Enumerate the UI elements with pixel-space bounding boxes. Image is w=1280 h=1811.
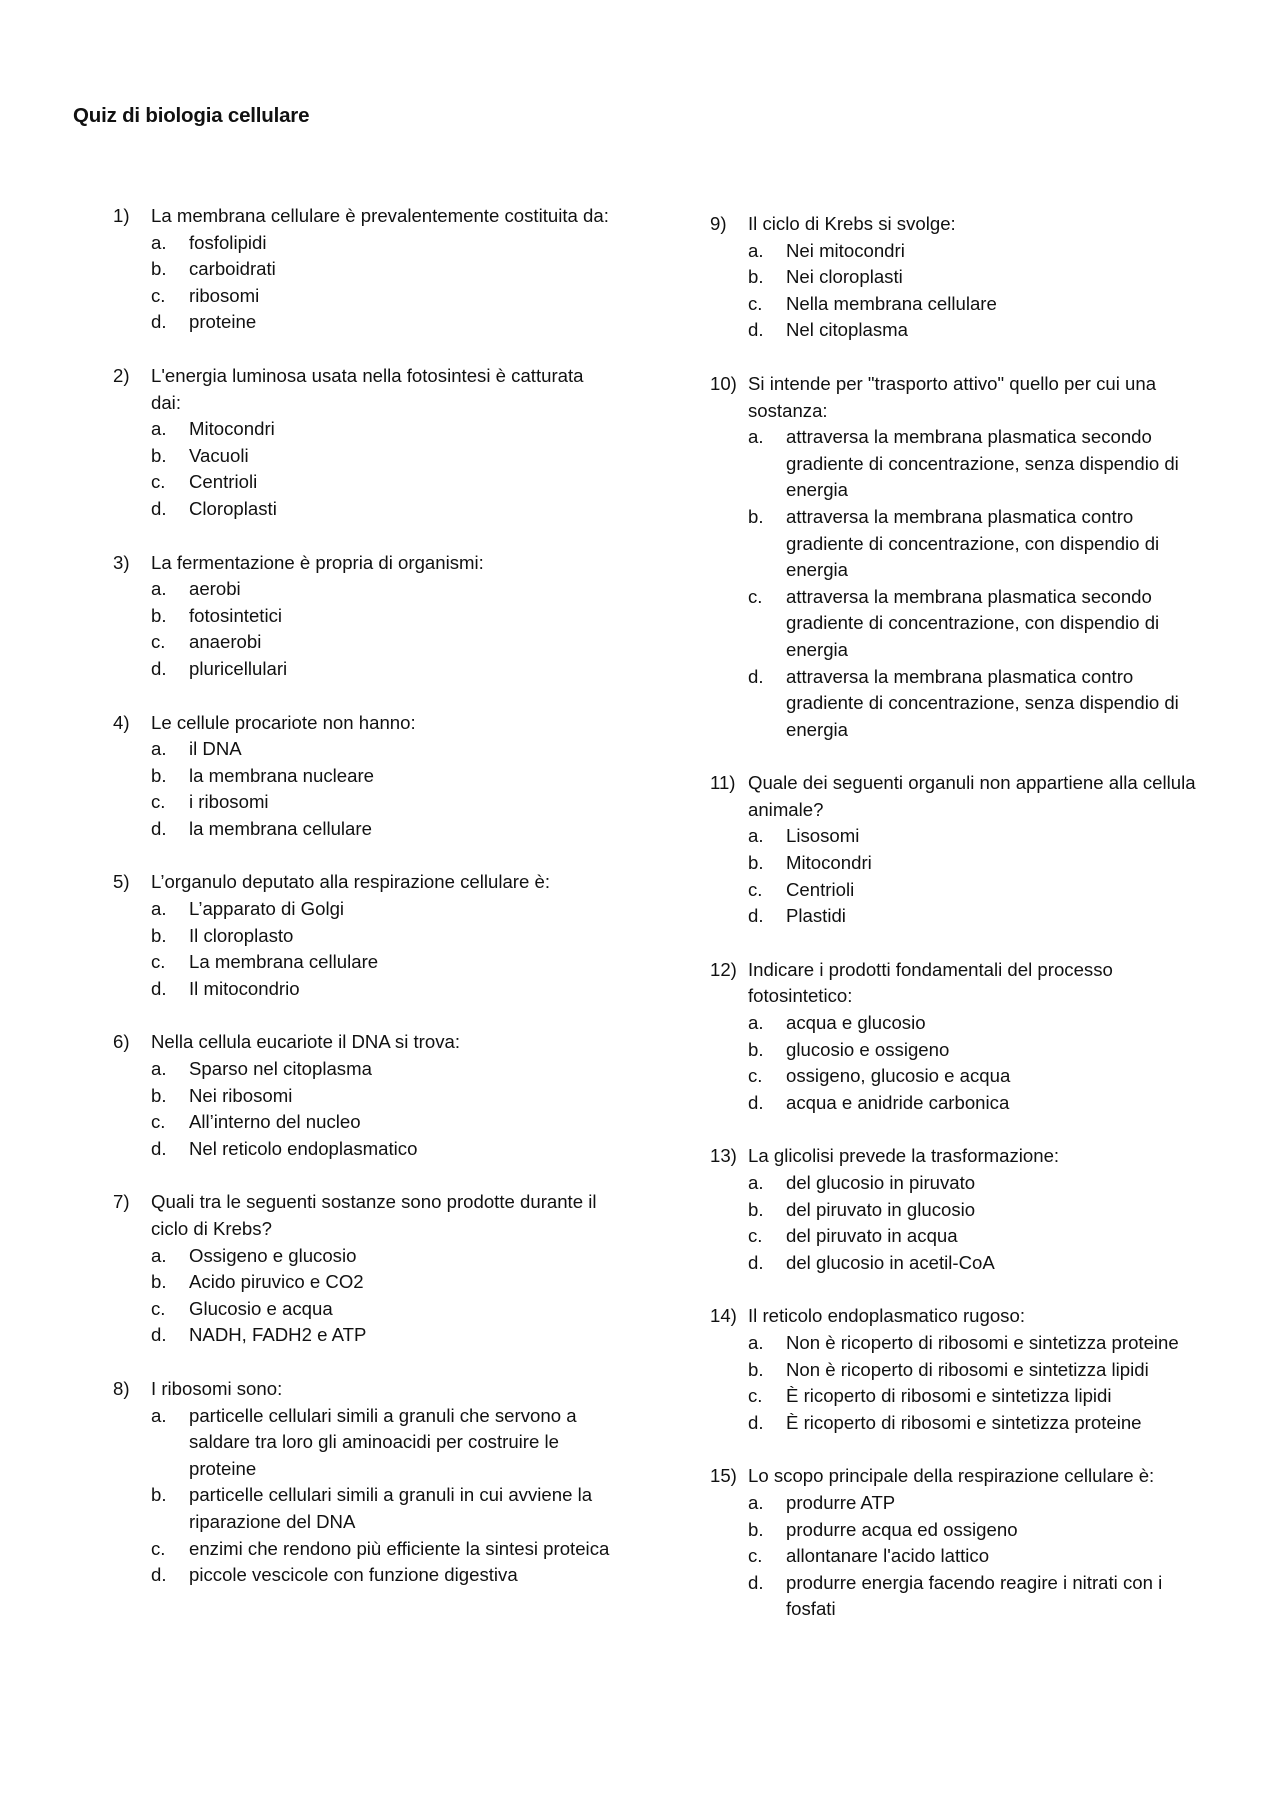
option-text: fotosintetici [189, 604, 283, 626]
option-letter: b. [748, 1198, 764, 1220]
option-letter: b. [748, 1038, 764, 1060]
answer-option [113, 256, 613, 283]
question-text-line [113, 550, 613, 577]
option-text: allontanare l'acido lattico [786, 1545, 990, 1567]
answer-option [710, 1197, 1210, 1224]
option-text: anaerobi [189, 631, 262, 653]
option-text: Plastidi [786, 905, 846, 927]
question-text-line [113, 869, 613, 896]
option-text: Nei ribosomi [189, 1084, 293, 1106]
option-letter: d. [151, 1137, 167, 1159]
question-text: Le cellule procariote non hanno: [151, 711, 416, 733]
answer-option [113, 789, 613, 816]
answer-option [710, 1037, 1210, 1064]
option-text: Sparso nel citoplasma [189, 1058, 372, 1080]
question-number: 11) [710, 772, 736, 794]
question-text: L’organulo deputato alla respirazione cellulare è: [151, 871, 551, 893]
option-letter: a. [748, 426, 764, 448]
question-number: 5) [113, 871, 130, 893]
option-letter: d. [151, 977, 167, 999]
option-text: Ossigeno e glucosio [189, 1244, 357, 1266]
question-4 [113, 710, 613, 843]
option-letter: b. [151, 604, 167, 626]
option-text: attraversa la membrana plasmatica secondo gradiente di concentrazione, con dispendio di energia [786, 585, 1160, 660]
option-text: del glucosio in piruvato [786, 1172, 976, 1193]
option-letter: b. [151, 1084, 167, 1106]
answer-options [710, 1490, 1210, 1623]
answer-option [710, 1063, 1210, 1090]
answer-option [113, 230, 613, 257]
option-text: del piruvato in acqua [786, 1225, 958, 1247]
option-text: ribosomi [189, 284, 260, 306]
option-text: Nei mitocondri [786, 239, 905, 261]
answer-option [710, 1010, 1210, 1037]
option-letter: a. [151, 1404, 167, 1426]
option-letter: d. [151, 311, 167, 333]
left-column [113, 203, 613, 1616]
answer-options [710, 238, 1210, 344]
option-letter: c. [151, 951, 166, 973]
option-text: NADH, FADH2 e ATP [189, 1324, 367, 1346]
option-letter: a. [748, 1172, 764, 1193]
answer-option [710, 1330, 1210, 1357]
option-letter: a. [748, 1331, 764, 1353]
option-text: ossigeno, glucosio e acqua [786, 1065, 1011, 1087]
answer-option [710, 264, 1210, 291]
answer-option [710, 291, 1210, 318]
option-letter: b. [748, 1358, 764, 1380]
option-text: Glucosio e acqua [189, 1297, 333, 1319]
option-text: È ricoperto di ribosomi e sintetizza lipidi [786, 1385, 1112, 1407]
answer-option [113, 923, 613, 950]
option-text: acqua e glucosio [786, 1012, 926, 1034]
question-5 [113, 869, 613, 1002]
option-letter: a. [151, 1244, 167, 1266]
option-text: Non è ricoperto di ribosomi e sintetizza proteine [786, 1331, 1179, 1353]
question-number: 12) [710, 958, 737, 980]
answer-option [113, 949, 613, 976]
answer-option [710, 584, 1210, 664]
question-text: La glicolisi prevede la trasformazione: [748, 1145, 1060, 1167]
answer-option [710, 1490, 1210, 1517]
question-3 [113, 550, 613, 683]
answer-option [710, 1410, 1210, 1437]
option-letter: a. [748, 825, 764, 847]
option-text: carboidrati [189, 258, 276, 280]
question-number: 10) [710, 372, 737, 394]
answer-option [113, 469, 613, 496]
option-letter: c. [748, 292, 763, 314]
option-text: Il cloroplasto [189, 924, 294, 946]
question-number: 8) [113, 1377, 130, 1399]
option-text: L’apparato di Golgi [189, 898, 345, 920]
answer-option [113, 283, 613, 310]
option-letter: a. [151, 578, 167, 600]
answer-option [113, 629, 613, 656]
answer-option [710, 823, 1210, 850]
option-letter: b. [151, 1484, 167, 1506]
answer-option [710, 903, 1210, 930]
option-text: Centrioli [189, 471, 258, 493]
option-text: glucosio e ossigeno [786, 1038, 950, 1060]
option-letter: c. [748, 585, 763, 607]
question-number: 2) [113, 364, 130, 386]
option-text: Nella membrana cellulare [786, 292, 997, 314]
answer-option [113, 496, 613, 523]
question-7 [113, 1189, 613, 1349]
question-text: Quale dei seguenti organuli non appartiene alla cellula animale? [748, 772, 1196, 820]
page-title: Quiz di biologia cellulare [73, 104, 310, 127]
option-letter: c. [151, 631, 166, 653]
option-text: È ricoperto di ribosomi e sintetizza proteine [786, 1411, 1142, 1433]
option-text: attraversa la membrana plasmatica secondo gradiente di concentrazione, senza dispendio di energia [786, 426, 1179, 501]
question-number: 13) [710, 1145, 737, 1167]
option-letter: d. [151, 817, 167, 839]
answer-option [113, 736, 613, 763]
option-text: Lisosomi [786, 825, 860, 847]
option-text: produrre acqua ed ossigeno [786, 1518, 1018, 1540]
answer-options [113, 896, 613, 1002]
answer-option [710, 1383, 1210, 1410]
question-13 [710, 1143, 1210, 1276]
answer-option [113, 1269, 613, 1296]
option-text: Il mitocondrio [189, 977, 300, 999]
question-text: L'energia luminosa usata nella fotosintesi è catturata dai: [151, 364, 584, 413]
option-text: aerobi [189, 578, 241, 600]
option-letter: a. [151, 738, 167, 760]
answer-option [113, 816, 613, 843]
question-number: 1) [113, 205, 130, 226]
option-text: enzimi che rendono più efficiente la sintesi proteica [189, 1537, 610, 1559]
option-text: acqua e anidride carbonica [786, 1091, 1010, 1113]
answer-options [113, 736, 613, 842]
answer-options [710, 1170, 1210, 1276]
question-text-line [710, 371, 1210, 424]
answer-option [710, 1090, 1210, 1117]
question-text: Lo scopo principale della respirazione cellulare è: [748, 1465, 1155, 1487]
question-number: 9) [710, 213, 727, 234]
question-text: Il ciclo di Krebs si svolge: [748, 213, 956, 234]
option-text: la membrana cellulare [189, 817, 372, 839]
question-number: 4) [113, 711, 130, 733]
answer-option [113, 1562, 613, 1589]
option-text: Nei cloroplasti [786, 266, 903, 288]
answer-option [710, 850, 1210, 877]
question-8 [113, 1376, 613, 1589]
option-text: Centrioli [786, 878, 855, 900]
question-6 [113, 1029, 613, 1162]
option-letter: d. [151, 497, 167, 519]
question-text: Indicare i prodotti fondamentali del processo fotosintetico: [748, 958, 1113, 1007]
question-1 [113, 203, 613, 336]
option-text: Nel reticolo endoplasmatico [189, 1137, 418, 1159]
question-9 [710, 211, 1210, 344]
question-text-line [710, 1463, 1210, 1490]
question-number: 14) [710, 1305, 737, 1327]
answer-option [113, 656, 613, 683]
answer-options [113, 1243, 613, 1349]
right-column [710, 211, 1210, 1650]
answer-option [113, 576, 613, 603]
option-text: Mitocondri [189, 418, 275, 440]
option-text: del piruvato in glucosio [786, 1198, 976, 1220]
question-text: I ribosomi sono: [151, 1377, 283, 1399]
option-letter: d. [151, 1564, 167, 1586]
question-10 [710, 371, 1210, 743]
answer-option [710, 504, 1210, 584]
answer-option [113, 416, 613, 443]
question-text-line [113, 363, 613, 416]
answer-option [113, 1109, 613, 1136]
question-text: Nella cellula eucariote il DNA si trova: [151, 1031, 460, 1053]
option-letter: c. [748, 1225, 763, 1247]
answer-option [710, 1517, 1210, 1544]
option-text: Vacuoli [189, 444, 249, 466]
option-letter: a. [151, 418, 167, 440]
option-letter: b. [748, 1518, 764, 1540]
answer-option [113, 1083, 613, 1110]
option-letter: a. [748, 1491, 764, 1513]
question-number: 15) [710, 1465, 737, 1487]
option-letter: d. [748, 1251, 764, 1273]
answer-option [710, 1543, 1210, 1570]
question-text-line [710, 1143, 1210, 1170]
option-letter: a. [151, 231, 167, 253]
option-letter: d. [748, 905, 764, 927]
option-letter: d. [151, 1324, 167, 1346]
option-letter: c. [748, 1545, 763, 1567]
answer-options [113, 230, 613, 336]
question-text-line [710, 211, 1210, 238]
question-text-line [113, 1189, 613, 1242]
answer-option [113, 443, 613, 470]
option-letter: c. [151, 791, 166, 813]
option-letter: c. [151, 284, 166, 306]
option-text: All’interno del nucleo [189, 1111, 361, 1133]
option-text: Cloroplasti [189, 497, 277, 519]
option-text: del glucosio in acetil-CoA [786, 1251, 995, 1273]
option-letter: b. [151, 444, 167, 466]
answer-options [710, 823, 1210, 929]
answer-option [710, 1250, 1210, 1277]
answer-option [710, 238, 1210, 265]
option-letter: c. [151, 471, 166, 493]
option-text: Acido piruvico e CO2 [189, 1271, 364, 1293]
option-letter: b. [151, 924, 167, 946]
answer-options [113, 1056, 613, 1162]
answer-option [113, 1403, 613, 1483]
option-letter: b. [151, 1271, 167, 1293]
answer-option [113, 763, 613, 790]
answer-option [113, 1056, 613, 1083]
answer-option [710, 1170, 1210, 1197]
option-letter: a. [151, 1058, 167, 1080]
question-text-line [113, 203, 613, 230]
option-text: la membrana nucleare [189, 764, 375, 786]
answer-options [113, 1403, 613, 1589]
option-text: attraversa la membrana plasmatica contro gradiente di concentrazione, con dispendio di energia [786, 505, 1160, 581]
option-letter: d. [151, 657, 167, 679]
option-letter: b. [151, 258, 167, 280]
option-letter: b. [748, 852, 764, 874]
option-letter: c. [748, 878, 763, 900]
option-letter: b. [748, 266, 764, 288]
question-14 [710, 1303, 1210, 1436]
option-letter: c. [151, 1297, 166, 1319]
option-letter: c. [748, 1065, 763, 1087]
question-text: Quali tra le seguenti sostanze sono prodotte durante il ciclo di Krebs? [151, 1191, 597, 1239]
option-text: fosfolipidi [189, 231, 267, 253]
answer-options [113, 576, 613, 682]
question-2 [113, 363, 613, 523]
option-letter: c. [151, 1537, 166, 1559]
answer-option [710, 1357, 1210, 1384]
answer-option [113, 309, 613, 336]
option-text: Non è ricoperto di ribosomi e sintetizza lipidi [786, 1358, 1149, 1380]
answer-option [113, 1482, 613, 1535]
option-text: produrre ATP [786, 1491, 896, 1513]
option-letter: a. [748, 1012, 764, 1034]
answer-option [710, 1223, 1210, 1250]
question-12 [710, 957, 1210, 1117]
answer-option [113, 603, 613, 630]
answer-options [710, 1330, 1210, 1436]
question-number: 3) [113, 551, 130, 573]
option-text: proteine [189, 311, 257, 333]
option-letter: b. [748, 505, 764, 527]
answer-option [113, 1536, 613, 1563]
option-text: il DNA [189, 738, 242, 760]
option-text: piccole vescicole con funzione digestiva [189, 1564, 518, 1586]
answer-option [710, 877, 1210, 904]
question-text-line [113, 1029, 613, 1056]
answer-option [113, 1136, 613, 1163]
question-text-line [710, 957, 1210, 1010]
question-number: 6) [113, 1031, 130, 1053]
option-letter: a. [748, 239, 764, 261]
answer-option [710, 664, 1210, 744]
question-text: La fermentazione è propria di organismi: [151, 551, 484, 573]
answer-option [113, 1296, 613, 1323]
option-letter: d. [748, 665, 764, 687]
answer-options [710, 424, 1210, 743]
question-text-line [710, 1303, 1210, 1330]
option-letter: a. [151, 898, 167, 920]
answer-option [710, 1570, 1210, 1623]
answer-option [113, 976, 613, 1003]
option-text: attraversa la membrana plasmatica contro gradiente di concentrazione, senza dispendio di energia [786, 665, 1179, 740]
answer-option [113, 896, 613, 923]
answer-options [113, 416, 613, 522]
option-text: i ribosomi [189, 791, 269, 813]
option-letter: b. [151, 764, 167, 786]
option-letter: d. [748, 319, 764, 341]
question-text: Il reticolo endoplasmatico rugoso: [748, 1305, 1025, 1327]
question-text-line [710, 770, 1210, 823]
question-text: Si intende per "trasporto attivo" quello per cui una sostanza: [748, 372, 1157, 421]
option-text: produrre energia facendo reagire i nitrati con i fosfati [786, 1571, 1163, 1620]
option-letter: d. [748, 1091, 764, 1113]
option-text: Nel citoplasma [786, 319, 908, 341]
question-text-line [113, 710, 613, 737]
answer-options [710, 1010, 1210, 1116]
option-text: Mitocondri [786, 852, 872, 874]
option-letter: c. [748, 1385, 763, 1407]
option-text: particelle cellulari simili a granuli che servono a saldare tra loro gli aminoacidi per costruire le proteine [189, 1404, 577, 1479]
option-letter: d. [748, 1571, 764, 1593]
answer-option [710, 424, 1210, 504]
option-letter: c. [151, 1111, 166, 1133]
question-text: La membrana cellulare è prevalentemente costituita da: [151, 205, 609, 226]
question-11 [710, 770, 1210, 930]
question-number: 7) [113, 1191, 130, 1213]
option-text: pluricellulari [189, 657, 288, 679]
answer-option [113, 1243, 613, 1270]
option-text: particelle cellulari simili a granuli in cui avviene la riparazione del DNA [189, 1484, 593, 1532]
question-text-line [113, 1376, 613, 1403]
option-text: La membrana cellulare [189, 951, 379, 973]
answer-option [113, 1322, 613, 1349]
answer-option [710, 317, 1210, 344]
question-15 [710, 1463, 1210, 1623]
option-letter: d. [748, 1411, 764, 1433]
